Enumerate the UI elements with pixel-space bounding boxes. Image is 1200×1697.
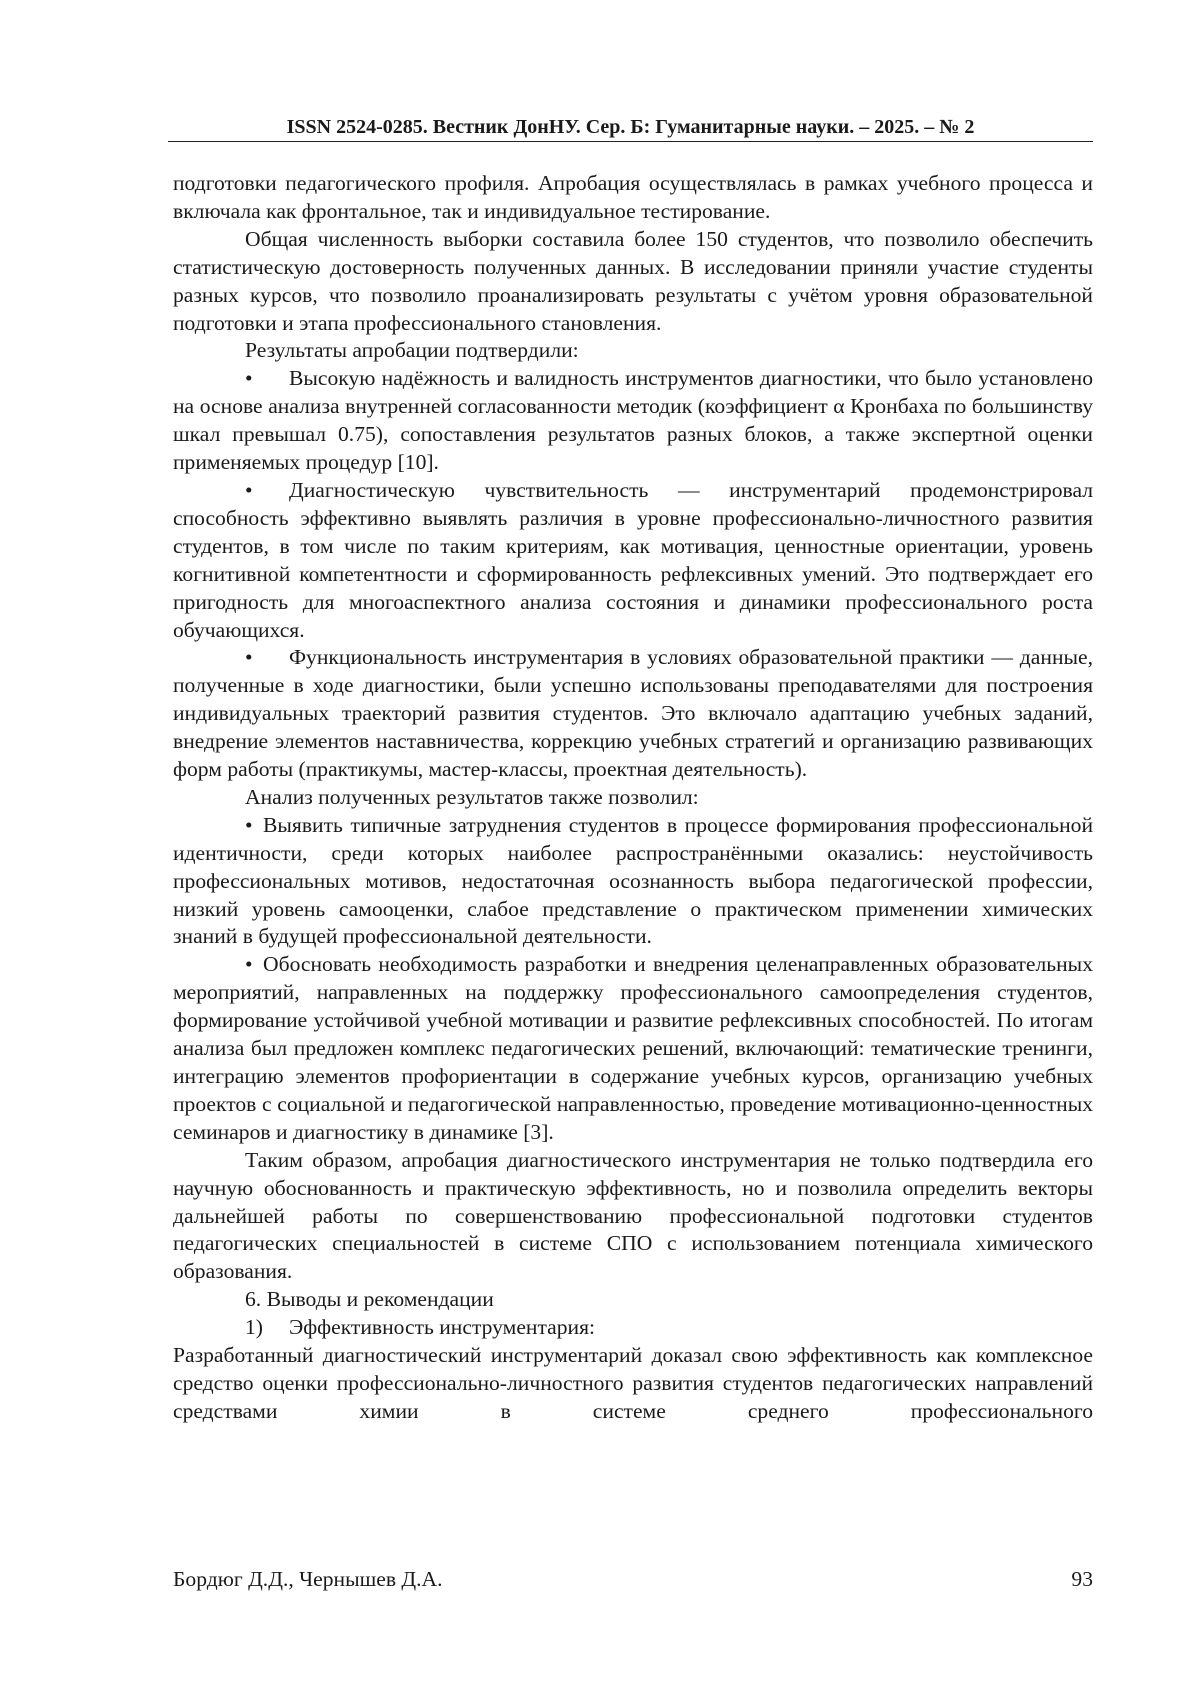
paragraph: Результаты апробации подтвердили: (245, 338, 579, 363)
bullet-text: Высокую надёжность и валидность инструментов диагностики, что было установлено на основе анализа внутренней согласованности методик (коэффициент α Кронбаха по большинству шкал превышал 0.75), сопоставления результатов разных блоков, а также экспертной оценки применяемых процедур [10]. (173, 366, 1093, 475)
paragraph: Анализ полученных результатов также позволил: (245, 784, 699, 809)
bullet-item (173, 477, 1093, 644)
footer-authors: Бордюг Д.Д., Чернышев Д.А. (173, 1567, 443, 1591)
bullet-item (173, 365, 1093, 477)
paragraph: Таким образом, апробация диагностического инструментария не только подтвердила его научную обоснованность и практическую эффективность, но и позволила определить векторы дальнейшей работы по совершенствованию профессиональной подготовки студентов педагогических специальностей в системе СПО с использованием потенциала химического образования. (173, 1147, 1093, 1284)
page-number: 93 (1071, 1567, 1093, 1591)
bullet-text: Обосновать необходимость разработки и внедрения целенаправленных образовательных мероприятий, направленных на поддержку профессионального самоопределения студентов, формирование устойчивой учебной мотивации и развитие рефлексивных способностей. По итогам анализа был предложен комплекс педагогических решений, включающий: тематические тренинги, интеграцию элементов профориентации в содержание учебных курсов, организацию учебных проектов с социальной и педагогической направленностью, проведение мотивационно-ценностных семинаров и диагностику в динамике [3]. (173, 952, 1093, 1144)
numbered-item-text: Эффективность инструментария: (289, 1315, 596, 1340)
bullet-item (173, 644, 1093, 784)
numbered-item (173, 1314, 1093, 1342)
paragraph: Общая численность выборки составила более 150 студентов, что позволило обеспечить статистическую достоверность полученных данных. В исследовании приняли участие студенты разных курсов, что позволило проанализировать результаты с учётом уровня образовательной подготовки и этапа профессионального становления. (173, 226, 1093, 335)
article-body (173, 170, 1093, 1426)
paragraph: подготовки педагогического профиля. Апробация осуществлялась в рамках учебного процесса и включала как фронтальное, так и индивидуальное тестирование. (173, 171, 1093, 223)
bullet-icon: • (245, 952, 253, 977)
bullet-text: Функциональность инструментария в условиях образовательной практики — данные, полученные в ходе диагностики, были успешно использованы преподавателями для построения индивидуальных траекторий развития студентов. Это включало адаптацию учебных заданий, внедрение элементов наставничества, коррекцию учебных стратегий и организацию развивающих форм работы (практикумы, мастер-классы, проектная деятельность). (173, 645, 1093, 782)
item-number: 1) (245, 1315, 263, 1340)
bullet-item (173, 951, 1093, 1146)
bullet-icon: • (245, 812, 253, 837)
bullet-icon: • (245, 366, 253, 391)
paragraph: Разработанный диагностический инструментарий доказал свою эффективность как комплексное средство оценки профессионально-личностного развития студентов педагогических направлений средствами химии в системе среднего профессионального (173, 1343, 1093, 1423)
section-heading: 6. Выводы и рекомендации (245, 1287, 494, 1312)
bullet-text: Выявить типичные затруднения студентов в процессе формирования профессиональной идентичности, среди которых наиболее распространёнными оказались: неустойчивость профессиональных мотивов, недостаточная осознанность выбора педагогической профессии, низкий уровень самооценки, слабое представление о практическом применении химических знаний в будущей профессиональной деятельности. (173, 812, 1093, 949)
bullet-item (173, 812, 1093, 952)
journal-header: ISSN 2524-0285. Вестник ДонНУ. Сер. Б: Гуманитарные науки. – 2025. – № 2 (286, 116, 975, 138)
header-divider (168, 141, 1093, 142)
bullet-text: Диагностическую чувствительность — инструментарий продемонстрировал способность эффективно выявлять различия в уровне профессионально-личностного развития студентов, в том числе по таким критериям, как мотивация, ценностные ориентации, уровень когнитивной компетентности и сформированность рефлексивных умений. Это подтверждает его пригодность для многоаспектного анализа состояния и динамики профессионального роста обучающихся. (173, 477, 1093, 642)
bullet-icon: • (245, 645, 253, 670)
bullet-icon: • (245, 477, 253, 502)
